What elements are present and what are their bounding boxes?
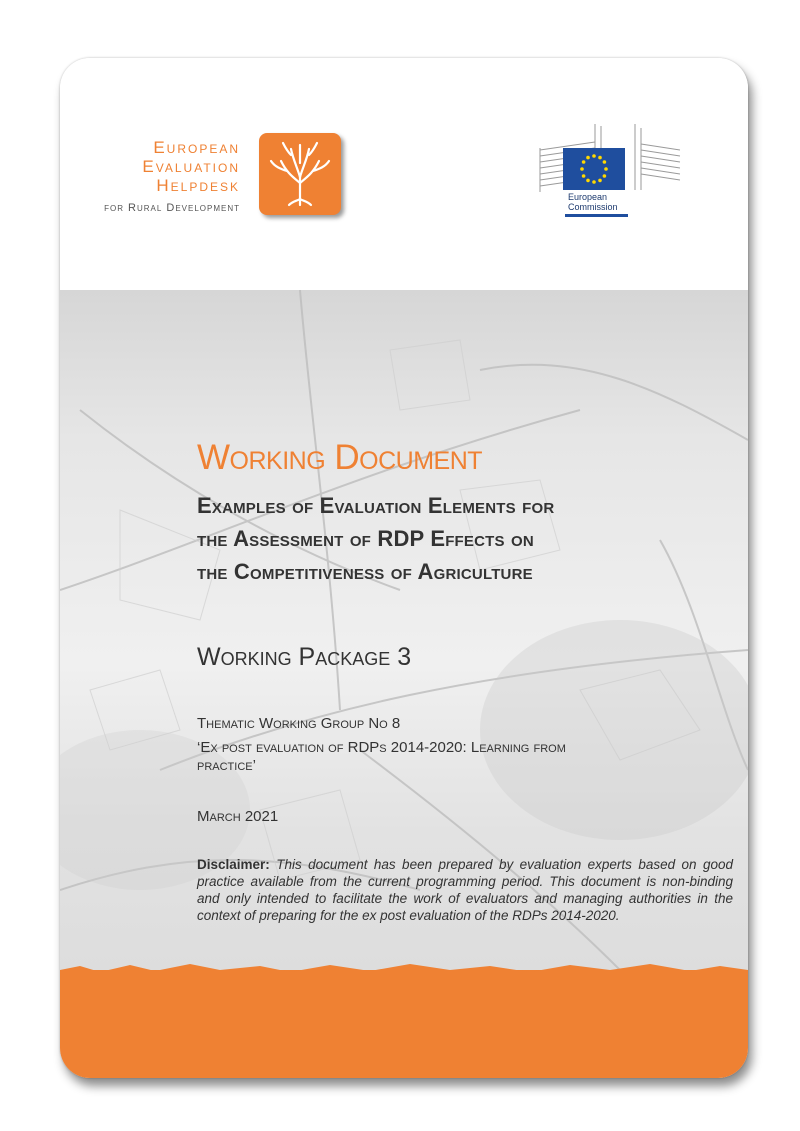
torn-edge	[60, 960, 748, 980]
working-package: Working Package 3	[197, 643, 412, 671]
working-group: Thematic Working Group No 8	[197, 715, 401, 732]
eeh-subline: for Rural Development	[104, 202, 240, 214]
eeh-line-1: European	[153, 138, 240, 157]
document-subtitle	[197, 489, 737, 588]
disclaimer	[197, 856, 733, 924]
subtitle-line-3: the Competitiveness of Agriculture	[197, 559, 533, 584]
eeh-line-3: Helpdesk	[156, 176, 240, 195]
ec-line-1: European	[568, 192, 608, 202]
orange-footer-band	[60, 970, 748, 1078]
cover-card	[60, 58, 748, 1078]
disclaimer-text: This document has been prepared by evaluation experts based on good practice available from the current programming period. This document is non-binding and only intended to facilitate the work of evaluators and managing authorities in the context of preparing for the ex post evaluation of the RDPs 2014-2020.	[197, 857, 733, 923]
theme-quote	[197, 739, 677, 775]
tree-icon	[259, 133, 341, 215]
subtitle-line-2: the Assessment of RDP Effects on	[197, 526, 534, 551]
theme-quote-line-2: practice’	[197, 757, 256, 774]
theme-quote-line-1: ‘Ex post evaluation of RDPs 2014-2020: Learning from	[197, 739, 566, 756]
subtitle-line-1: Examples of Evaluation Elements for	[197, 493, 555, 518]
eeh-logo-text	[90, 138, 240, 195]
ec-underline	[565, 214, 628, 217]
disclaimer-label: Disclaimer:	[197, 857, 270, 872]
publication-date: March 2021	[197, 808, 279, 825]
document-type-title: Working Document	[197, 438, 483, 477]
ec-line-2: Commission	[568, 202, 618, 212]
ec-logo-text	[568, 192, 618, 212]
eeh-line-2: Evaluation	[142, 157, 240, 176]
